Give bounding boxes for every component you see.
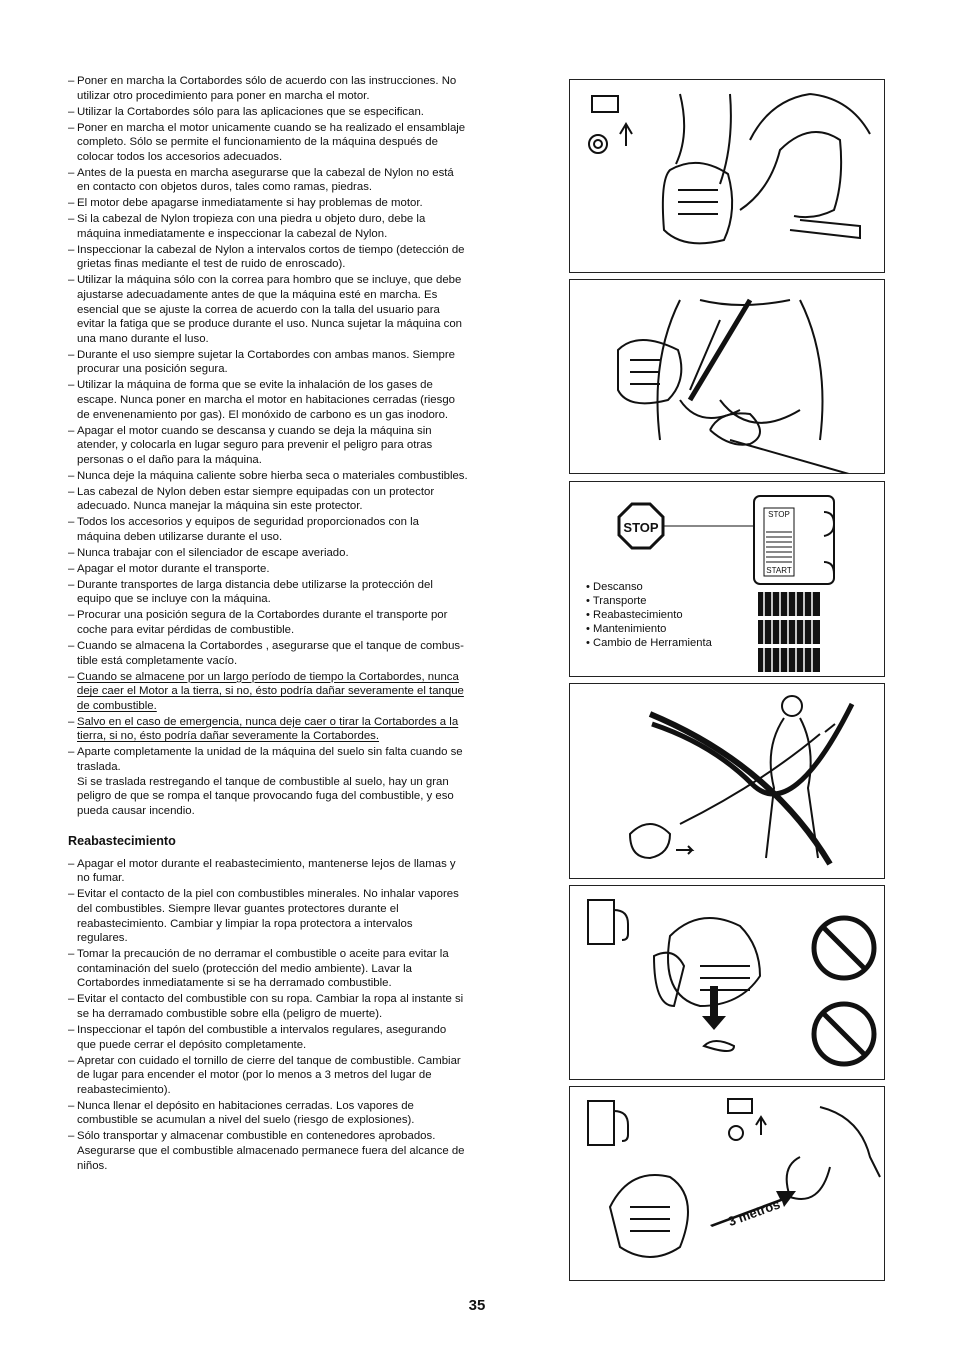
switch-start-label: START — [766, 566, 792, 575]
stop-bullet-item: • Transporte — [586, 595, 647, 607]
list-item — [68, 515, 524, 544]
list-item — [68, 670, 524, 714]
illustration-refuel-warnings — [569, 885, 885, 1080]
refuel-list — [68, 857, 524, 1173]
dash-marker: – — [68, 857, 75, 870]
list-item-text: Tomar la precaución de no derramar el combustible o aceite para evitar la contaminación del suelo (protección del medio ambiente). Lavar la Cortabordes inmediatamente si se ha derramado combustible. — [77, 948, 449, 990]
stop-bullet-item: • Descanso — [586, 581, 643, 593]
list-item-text: Sólo transportar y almacenar combustible en contenedores aprobados. Asegurarse que el combustible almacenado permanece fuera del alcance de niños. — [77, 1130, 465, 1172]
dash-marker: – — [68, 715, 75, 728]
stop-bullet-item: • Reabastecimiento — [586, 609, 683, 621]
stop-bullet-item: • Cambio de Herramienta — [586, 637, 712, 649]
list-item — [68, 1023, 524, 1052]
dash-marker: – — [68, 121, 75, 134]
start-engine-drawing — [570, 80, 885, 273]
list-item — [68, 469, 524, 484]
list-item-text: Durante transportes de larga distancia debe utilizarse la protección del equipo que se incluye con la máquina. — [77, 578, 433, 606]
dash-marker: – — [68, 1023, 75, 1036]
refuel-drawing — [570, 886, 885, 1080]
list-item — [68, 105, 524, 120]
list-item-text: Poner en marcha el motor unicamente cuando se ha realizado el ensamblaje completo. Sólo se permite el funcionamiento de la máquina después de colocar todos los accesorios adecuados. — [77, 121, 466, 163]
dash-marker: – — [68, 348, 75, 361]
list-item-text: Apagar el motor durante el transporte. — [77, 562, 270, 575]
dash-marker: – — [68, 197, 75, 210]
list-item — [68, 166, 524, 195]
list-item-text: Poner en marcha la Cortabordes sólo de acuerdo con las instrucciones. No utilizar otro procedimiento para poner en marcha el motor. — [77, 75, 457, 102]
list-item-text: Salvo en el caso de emergencia, nunca deje caer o tirar la Cortabordes a la tierra, si no, ésto podría dañar severamente la Cortabordes. — [77, 715, 459, 743]
list-item — [68, 1099, 524, 1128]
dash-marker: – — [68, 424, 75, 437]
dash-marker: – — [68, 516, 75, 529]
dash-marker: – — [68, 379, 75, 392]
list-item — [68, 348, 524, 377]
strap-usage-drawing — [570, 280, 885, 474]
dash-marker: – — [68, 166, 75, 179]
list-item-text: Aparte completamente la unidad de la máquina del suelo sin falta cuando se traslada. Si se traslada restregando el tanque de combustible al suelo, hay un gran peligro de que se rompa el tanque provocando fuga del combustible, y eso pueda causar incendio. — [77, 746, 463, 817]
list-item-text: Todos los accesorios y equipos de seguridad proporcionados con la máquina deben utilizarse durante el uso. — [77, 516, 419, 543]
list-item-text: Evitar el contacto de la piel con combustibles minerales. No inhalar vapores del combustibles. Siempre llevar guantes protectores durante el reabastecimiento. Cambiar y limpiar la ropa protectora a intervalos regulares. — [77, 888, 459, 945]
list-item-text: Utilizar la máquina de forma que se evite la inhalación de los gases de escape. Nunca poner en marcha el motor en habitaciones cerradas (riesgo de envenenamiento por gas). El monóxido de carbono es un gas inodoro. — [77, 379, 455, 421]
list-item-text: Nunca trabajar con el silenciador de escape averiado. — [77, 546, 349, 559]
list-item-text: Inspeccionar el tapón del combustible a intervalos regulares, asegurando que puede cerrar el depósito completamente. — [77, 1023, 447, 1051]
list-item-text: Cuando se almacena la Cortabordes , asegurarse que el tanque de combus- tible está completamente vacío. — [77, 640, 464, 667]
dash-marker: – — [68, 469, 75, 482]
list-item-text: Utilizar la Cortabordes sólo para las aplicaciones que se especifican. — [77, 105, 424, 118]
stop-sign-label: STOP — [623, 520, 659, 535]
list-item-text: Nunca deje la máquina caliente sobre hierba seca o materiales combustibles. — [77, 469, 468, 482]
list-item — [68, 715, 524, 744]
switch-stop-label: STOP — [768, 510, 790, 519]
list-item — [68, 947, 524, 991]
illustration-strap-usage — [569, 279, 885, 474]
list-item — [68, 887, 524, 945]
do-not-drag-drawing — [570, 684, 885, 879]
list-item-text: Antes de la puesta en marcha asegurarse que la cabezal de Nylon no está en contacto con objetos duros, tales como ramas, piedras. — [77, 166, 454, 194]
page-number: 35 — [468, 1297, 486, 1314]
list-item — [68, 273, 524, 346]
list-item — [68, 546, 524, 561]
list-item — [68, 424, 524, 468]
dash-marker: – — [68, 948, 75, 961]
dash-marker: – — [68, 993, 75, 1006]
section-title-refuel: Reabastecimiento — [68, 834, 176, 849]
list-item-text: Inspeccionar la cabezal de Nylon a intervalos cortos de tiempo (detección de grietas finas mediante el test de ruido de enroscado). — [77, 243, 465, 271]
dash-marker: – — [68, 274, 75, 287]
illustration-do-not-drag — [569, 683, 885, 879]
stop-bullet-item: • Mantenimiento — [586, 623, 667, 635]
text-column — [68, 74, 524, 1174]
list-item-text: Utilizar la máquina sólo con la correa para hombro que se incluye, que debe ajustarse adecuadamente antes de que la máquina esté en marcha. Es esencial que se ajuste la correa de acuerdo con la talla del usuario para evitar la fatiga que se produce durante el uso. Nunca sujetar la máquina con una mano durante el luso. — [77, 274, 462, 345]
dash-marker: – — [68, 213, 75, 226]
list-item-text: Apretar con cuidado el tornillo de cierre del tanque de combustible. Cambiar de lugar para encender el motor (por lo menos a 3 metros del lugar de reabastecimiento). — [77, 1054, 461, 1096]
illustration-stop-switch — [569, 481, 885, 677]
dash-marker: – — [68, 485, 75, 498]
list-item-text: Evitar el contacto del combustible con su ropa. Cambiar la ropa al instante si se ha derramado combustible sobre ella (peligro de muerte). — [77, 993, 464, 1020]
dash-marker: – — [68, 1130, 75, 1143]
dash-marker: – — [68, 243, 75, 256]
list-item — [68, 212, 524, 241]
dash-marker: – — [68, 888, 75, 901]
illustration-start-engine — [569, 79, 885, 273]
list-item-text: Si la cabezal de Nylon tropieza con una piedra u objeto duro, debe la máquina inmediatamente e inspeccionar la cabezal de Nylon. — [77, 213, 426, 240]
list-item — [68, 196, 524, 211]
list-item — [68, 485, 524, 514]
list-item-text: El motor debe apagarse inmediatamente si hay problemas de motor. — [77, 197, 423, 210]
dash-marker: – — [68, 562, 75, 575]
dash-marker: – — [68, 578, 75, 591]
dash-marker: – — [68, 546, 75, 559]
start-icon — [592, 96, 618, 112]
distance-label: 3 metros — [726, 1196, 783, 1230]
list-item-text: Nunca llenar el depósito en habitaciones cerradas. Los vapores de combustible se acumulan a nivel del suelo (riesgo de explosiones). — [77, 1099, 415, 1127]
list-item — [68, 378, 524, 422]
dash-marker: – — [68, 1054, 75, 1067]
list-item-text: Durante el uso siempre sujetar la Cortabordes con ambas manos. Siempre procurar una posición segura. — [77, 348, 455, 376]
dash-marker: – — [68, 1099, 75, 1112]
dash-marker: – — [68, 609, 75, 622]
list-item-text: Cuando se almacene por un largo período de tiempo la Cortabordes, nunca deje caer el Motor a la tierra, si no, ésto podría dañar severamente el tanque de combustible. — [77, 670, 464, 712]
list-item — [68, 745, 524, 818]
dash-marker: – — [68, 640, 75, 652]
dash-marker: – — [68, 75, 75, 87]
dash-marker: – — [68, 746, 75, 759]
list-item — [68, 639, 524, 668]
list-item — [68, 562, 524, 577]
stop-bullet-list — [586, 580, 712, 650]
list-item-text: Apagar el motor cuando se descansa y cuando se deja la máquina sin atender, y colocarla en lugar seguro para prevenir el peligro para otras personas o el daño para la máquina. — [77, 424, 433, 466]
dash-marker: – — [68, 105, 75, 118]
list-item — [68, 992, 524, 1021]
illustration-3-metres — [569, 1086, 885, 1281]
list-item — [68, 121, 524, 165]
list-item — [68, 243, 524, 272]
dash-marker: – — [68, 670, 75, 683]
three-metres-drawing — [570, 1087, 885, 1281]
list-item-text: Apagar el motor durante el reabastecimiento, mantenerse lejos de llamas y no fumar. — [77, 857, 456, 885]
list-item — [68, 578, 524, 607]
list-item — [68, 1129, 524, 1173]
list-item — [68, 608, 524, 637]
list-item-text: Procurar una posición segura de la Cortabordes durante el transporte por coche para evitar pérdidas de combustible. — [77, 609, 448, 637]
list-item — [68, 857, 524, 886]
safety-list — [68, 74, 524, 818]
fuel-pump-icon — [588, 900, 614, 944]
list-item — [68, 74, 524, 103]
list-item — [68, 1054, 524, 1098]
list-item-text: Las cabezal de Nylon deben estar siempre equipadas con un protector adecuado. Nunca manejar la máquina sin este protector. — [77, 485, 435, 513]
